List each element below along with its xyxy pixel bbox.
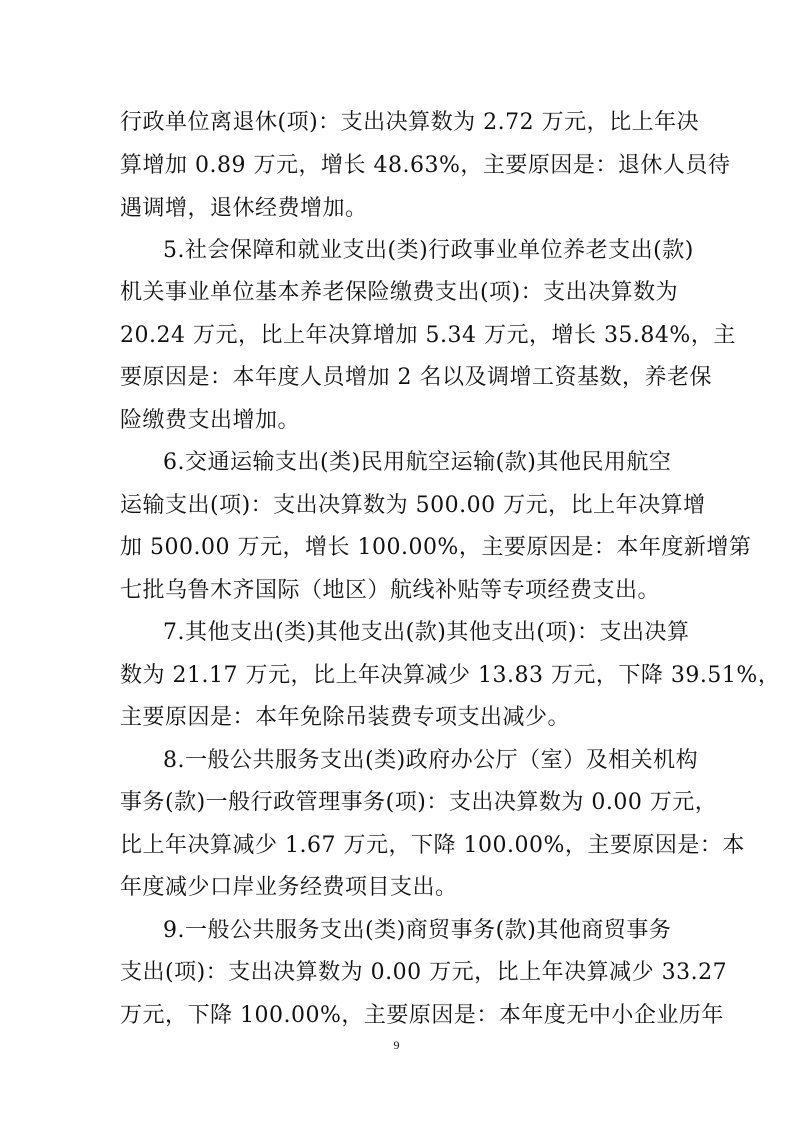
text-line: 加 500.00 万元，增长 100.00%，主要原因是：本年度新增第 [120, 535, 752, 560]
paragraph-5-line: 5.社会保障和就业支出(类)行政事业单位养老支出(款) [163, 238, 694, 263]
text-line: 比上年决算减少 1.67 万元，下降 100.00%，主要原因是：本 [120, 833, 745, 858]
text-line: 行政单位离退休(项)：支出决算数为 2.72 万元，比上年决 [120, 110, 700, 135]
text-line: 万元，下降 100.00%，主要原因是：本年度无中小企业历年 [120, 1003, 724, 1028]
paragraph-7-line: 7.其他支出(类)其他支出(款)其他支出(项)：支出决算 [163, 620, 690, 645]
text-line: 险缴费支出增加。 [120, 408, 301, 433]
text-line: 年度减少口岸业务经费项目支出。 [120, 875, 458, 900]
text-line: 支出(项)：支出决算数为 0.00 万元，比上年决算减少 33.27 [120, 960, 728, 985]
paragraph-6-line: 6.交通运输支出(类)民用航空运输(款)其他民用航空 [163, 450, 672, 475]
text-line: 事务(款)一般行政管理事务(项)：支出决算数为 0.00 万元， [120, 790, 718, 815]
text-line: 算增加 0.89 万元，增长 48.63%，主要原因是：退休人员待 [120, 153, 731, 178]
text-line: 运输支出(项)：支出决算数为 500.00 万元，比上年决算增 [120, 493, 706, 518]
text-line: 20.24 万元，比上年决算增加 5.34 万元，增长 35.84%，主 [120, 323, 736, 348]
page-number: 9 [393, 1038, 400, 1052]
text-line: 机关事业单位基本养老保险缴费支出(项)：支出决算数为 [120, 280, 679, 305]
text-line: 七批乌鲁木齐国际（地区）航线补贴等专项经费支出。 [120, 578, 661, 603]
paragraph-9-line: 9.一般公共服务支出(类)商贸事务(款)其他商贸事务 [163, 918, 672, 943]
text-line: 主要原因是：本年免除吊装费专项支出减少。 [120, 705, 571, 730]
text-line: 数为 21.17 万元，比上年决算减少 13.83 万元，下降 39.51%， [120, 663, 781, 688]
paragraph-8-line: 8.一般公共服务支出(类)政府办公厅（室）及相关机构 [163, 748, 699, 773]
text-line: 遇调增，退休经费增加。 [120, 196, 368, 221]
text-line: 要原因是：本年度人员增加 2 名以及调增工资基数，养老保 [120, 365, 712, 390]
